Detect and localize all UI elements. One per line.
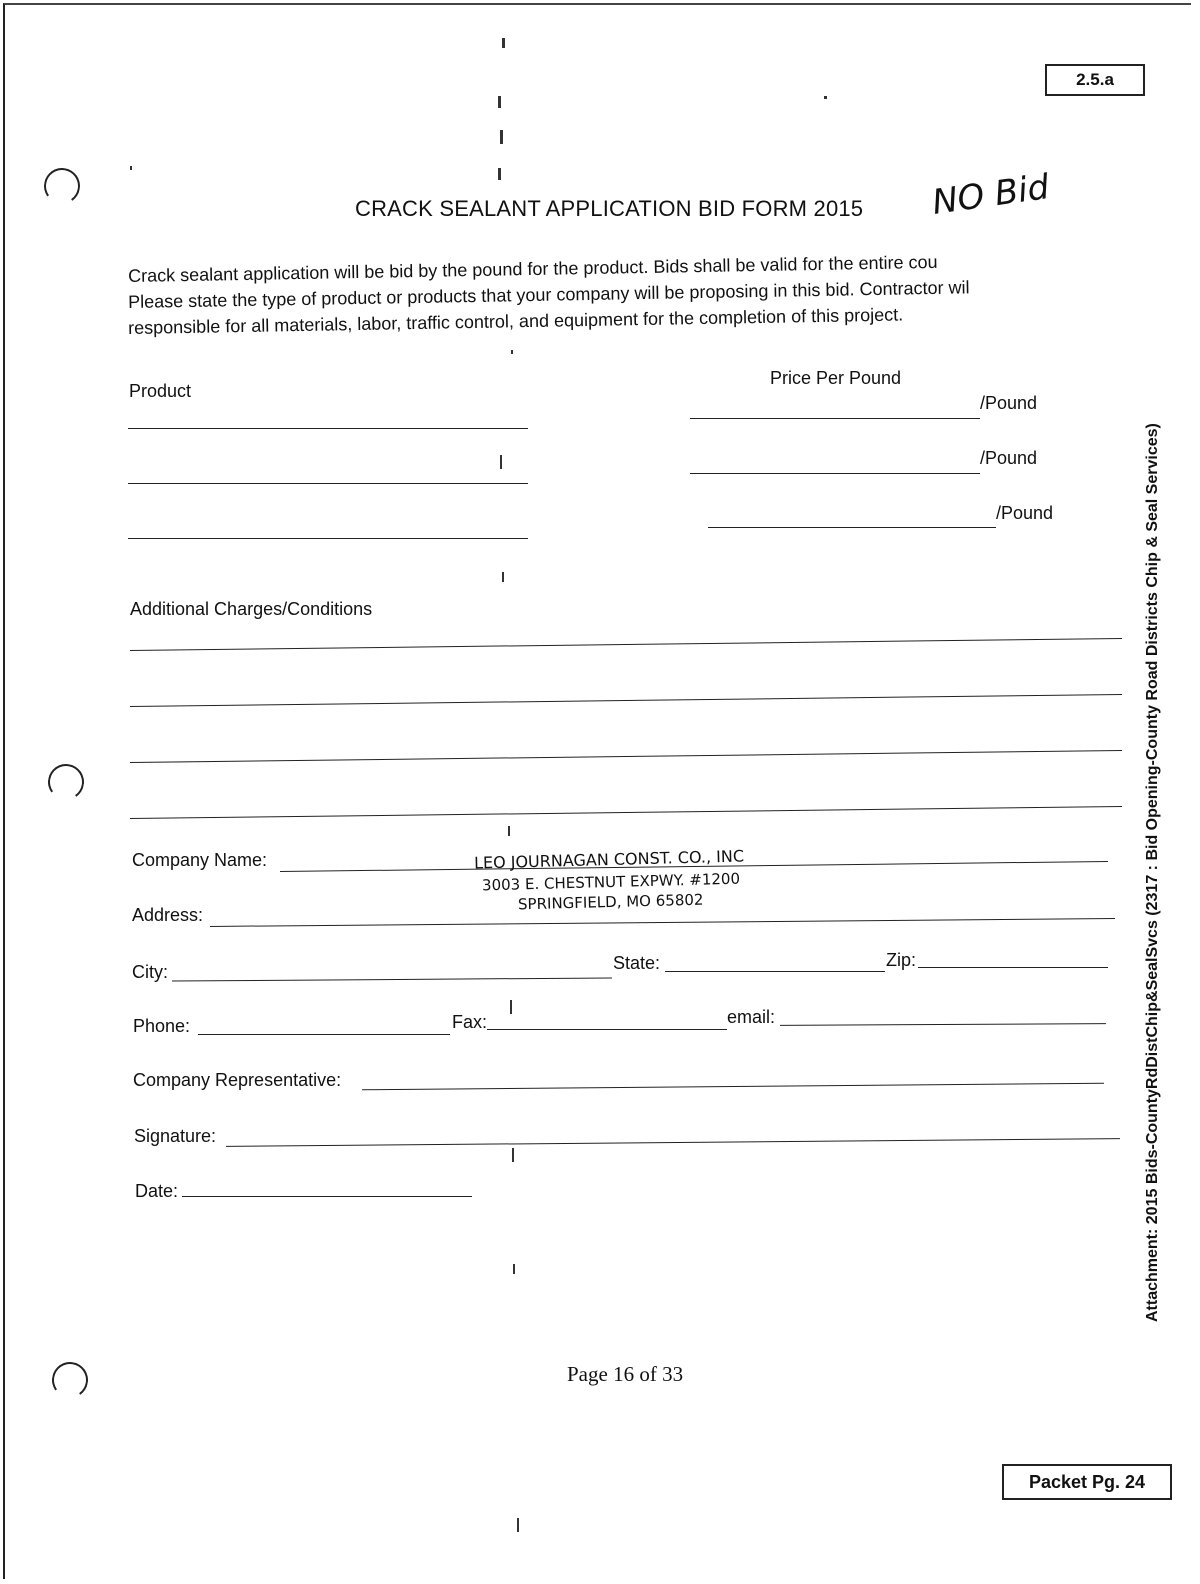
price-field-1[interactable] [690,418,980,419]
scan-speck [502,38,505,48]
scan-speck [498,168,501,180]
address-label: Address: [132,905,204,925]
price-field-3[interactable] [708,527,996,528]
intro-line-3: responsible for all materials, labor, traffic control, and equipment for the completion of this project. [128,304,904,338]
product-label: Product [129,381,192,401]
price-per-pound-label: Price Per Pound [770,368,902,388]
scan-speck [510,1000,512,1014]
page-number: Page 16 of 33 [567,1362,684,1386]
scan-speck [511,350,513,354]
scan-speck [517,1518,519,1532]
scan-speck [498,96,501,108]
date-field[interactable] [182,1196,472,1197]
page-border [3,3,1191,1579]
packet-page-box: Packet Pg. 24 [1002,1464,1172,1500]
date-label: Date: [135,1181,179,1201]
stamp-city: SPRINGFIELD, MO 65802 [517,890,704,914]
company-representative-label: Company Representative: [133,1070,342,1090]
scan-speck [824,96,827,99]
email-label: email: [727,1007,776,1027]
scan-speck [502,572,504,582]
fax-field[interactable] [487,1029,727,1030]
attachment-side-label: Attachment: 2015 Bids-CountyRdDistChip&SealSvcs (2317 : Bid Opening-County Road Districts Chip & Seal Services) [1144,423,1161,1322]
state-field[interactable] [665,971,885,972]
scan-speck [512,1148,514,1162]
zip-field[interactable] [918,967,1108,968]
form-title: CRACK SEALANT APPLICATION BID FORM 2015 [355,196,864,221]
signature-label: Signature: [134,1126,217,1146]
fax-label: Fax: [452,1012,488,1032]
state-label: State: [613,953,661,973]
product-field-1[interactable] [128,428,528,429]
price-field-2[interactable] [690,473,980,474]
scan-speck [500,455,502,469]
intro-line-1: Crack sealant application will be bid by the pound for the product. Bids shall be valid for the entire cou [128,251,938,286]
handwritten-no-bid: NO Bid [929,167,1052,223]
intro-line-2: Please state the type of product or products that your company will be proposing in this bid. Contractor wil [128,277,970,312]
pound-unit-1: /Pound [980,393,1038,413]
phone-label: Phone: [133,1016,191,1036]
company-name-label: Company Name: [132,850,268,870]
scan-speck [500,130,503,144]
pound-unit-3: /Pound [996,503,1054,523]
phone-field[interactable] [198,1034,450,1035]
pound-unit-2: /Pound [980,448,1038,468]
city-label: City: [132,962,168,982]
scan-speck [508,826,510,836]
product-field-3[interactable] [128,538,528,539]
zip-label: Zip: [886,950,917,970]
scan-speck [513,1264,515,1274]
product-field-2[interactable] [128,483,528,484]
stamp-street: 3003 E. CHESTNUT EXPWY. #1200 [481,869,741,895]
additional-charges-label: Additional Charges/Conditions [130,599,373,619]
stamp-company: LEO JOURNAGAN CONST. CO., INC [473,846,745,873]
scan-speck [130,166,132,170]
section-tag: 2.5.a [1045,64,1145,96]
